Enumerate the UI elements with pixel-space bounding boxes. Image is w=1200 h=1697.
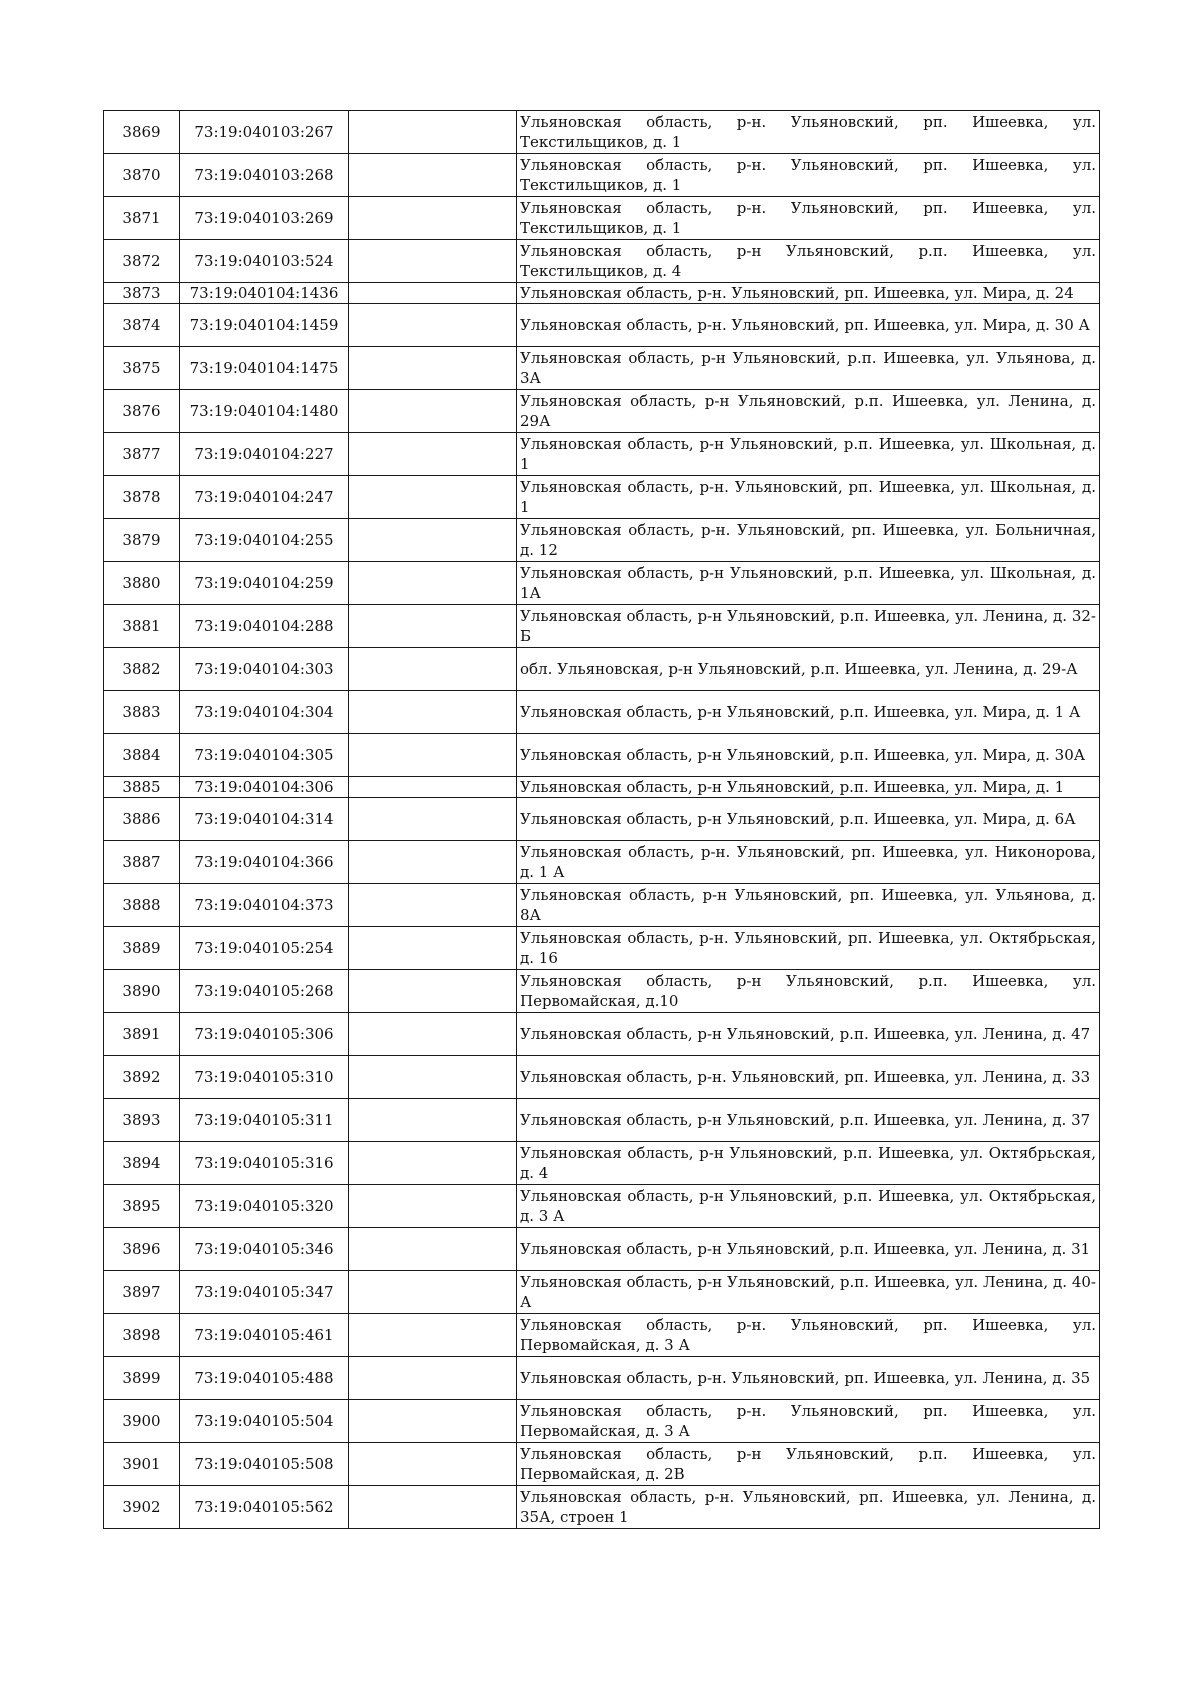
address-cell: Ульяновская область, р-н Ульяновский, р.п. Ишеевка, ул. Мира, д. 6А [517, 798, 1100, 841]
address-cell: Ульяновская область, р-н. Ульяновский, рп. Ишеевка, ул. Октябрьская, д. 16 [517, 927, 1100, 970]
table-row [104, 884, 1100, 927]
empty-cell [349, 970, 517, 1013]
address-cell: Ульяновская область, р-н Ульяновский, р.п. Ишеевка, ул. Школьная, д. 1 [517, 433, 1100, 476]
address-cell: Ульяновская область, р-н Ульяновский, р.п. Ишеевка, ул. Мира, д. 30А [517, 734, 1100, 777]
cadastral-number-cell: 73:19:040104:366 [180, 841, 349, 884]
address-cell: Ульяновская область, р-н. Ульяновский, рп. Ишеевка, ул. Больничная, д. 12 [517, 519, 1100, 562]
table-row [104, 841, 1100, 884]
empty-cell [349, 197, 517, 240]
cadastral-number-cell: 73:19:040105:254 [180, 927, 349, 970]
table-row [104, 1185, 1100, 1228]
cadastral-number-cell: 73:19:040104:314 [180, 798, 349, 841]
empty-cell [349, 1142, 517, 1185]
empty-cell [349, 927, 517, 970]
address-cell: Ульяновская область, р-н. Ульяновский, рп. Ишеевка, ул. Мира, д. 24 [517, 283, 1100, 304]
row-number-cell: 3878 [104, 476, 180, 519]
row-number-cell: 3893 [104, 1099, 180, 1142]
address-cell: Ульяновская область, р-н. Ульяновский, рп. Ишеевка, ул. Мира, д. 30 А [517, 304, 1100, 347]
address-cell: Ульяновская область, р-н. Ульяновский, рп. Ишеевка, ул. Школьная, д. 1 [517, 476, 1100, 519]
address-cell: Ульяновская область, р-н Ульяновский, р.п. Ишеевка, ул. Октябрьская, д. 4 [517, 1142, 1100, 1185]
table-row [104, 777, 1100, 798]
row-number-cell: 3894 [104, 1142, 180, 1185]
table-row [104, 1400, 1100, 1443]
row-number-cell: 3900 [104, 1400, 180, 1443]
row-number-cell: 3873 [104, 283, 180, 304]
table-row [104, 798, 1100, 841]
row-number-cell: 3889 [104, 927, 180, 970]
table-row [104, 1099, 1100, 1142]
table-row [104, 648, 1100, 691]
address-cell: Ульяновская область, р-н. Ульяновский, рп. Ишеевка, ул. Текстильщиков, д. 1 [517, 154, 1100, 197]
empty-cell [349, 1357, 517, 1400]
cadastral-number-cell: 73:19:040104:304 [180, 691, 349, 734]
empty-cell [349, 390, 517, 433]
table-row [104, 1314, 1100, 1357]
empty-cell [349, 519, 517, 562]
row-number-cell: 3881 [104, 605, 180, 648]
row-number-cell: 3886 [104, 798, 180, 841]
row-number-cell: 3869 [104, 111, 180, 154]
cadastral-number-cell: 73:19:040105:504 [180, 1400, 349, 1443]
cadastral-number-cell: 73:19:040105:310 [180, 1056, 349, 1099]
address-cell: Ульяновская область, р-н. Ульяновский, рп. Ишеевка, ул. Первомайская, д. 3 А [517, 1400, 1100, 1443]
table-row [104, 927, 1100, 970]
row-number-cell: 3883 [104, 691, 180, 734]
table-row [104, 240, 1100, 283]
empty-cell [349, 798, 517, 841]
row-number-cell: 3885 [104, 777, 180, 798]
empty-cell [349, 283, 517, 304]
table-row [104, 1357, 1100, 1400]
row-number-cell: 3888 [104, 884, 180, 927]
address-cell: Ульяновская область, р-н Ульяновский, р.п. Ишеевка, ул. Текстильщиков, д. 4 [517, 240, 1100, 283]
address-cell: Ульяновская область, р-н. Ульяновский, рп. Ишеевка, ул. Текстильщиков, д. 1 [517, 197, 1100, 240]
empty-cell [349, 884, 517, 927]
address-cell: обл. Ульяновская, р-н Ульяновский, р.п. Ишеевка, ул. Ленина, д. 29-А [517, 648, 1100, 691]
address-cell: Ульяновская область, р-н Ульяновский, р.п. Ишеевка, ул. Ленина, д. 32- Б [517, 605, 1100, 648]
cadastral-number-cell: 73:19:040105:268 [180, 970, 349, 1013]
empty-cell [349, 1486, 517, 1529]
table-row [104, 691, 1100, 734]
empty-cell [349, 1443, 517, 1486]
address-cell: Ульяновская область, р-н Ульяновский, р.п. Ишеевка, ул. Школьная, д. 1А [517, 562, 1100, 605]
row-number-cell: 3872 [104, 240, 180, 283]
empty-cell [349, 1271, 517, 1314]
cadastral-number-cell: 73:19:040104:303 [180, 648, 349, 691]
cadastral-number-cell: 73:19:040104:1436 [180, 283, 349, 304]
cadastral-number-cell: 73:19:040104:227 [180, 433, 349, 476]
empty-cell [349, 1013, 517, 1056]
cadastral-number-cell: 73:19:040104:288 [180, 605, 349, 648]
table-row [104, 734, 1100, 777]
address-cell: Ульяновская область, р-н Ульяновский, р.п. Ишеевка, ул. Ленина, д. 29А [517, 390, 1100, 433]
empty-cell [349, 240, 517, 283]
address-cell: Ульяновская область, р-н Ульяновский, р.п. Ишеевка, ул. Ленина, д. 37 [517, 1099, 1100, 1142]
address-cell: Ульяновская область, р-н. Ульяновский, рп. Ишеевка, ул. Первомайская, д. 3 А [517, 1314, 1100, 1357]
empty-cell [349, 433, 517, 476]
table-row [104, 1056, 1100, 1099]
table-row [104, 197, 1100, 240]
row-number-cell: 3874 [104, 304, 180, 347]
empty-cell [349, 1056, 517, 1099]
row-number-cell: 3879 [104, 519, 180, 562]
address-cell: Ульяновская область, р-н Ульяновский, рп. Ишеевка, ул. Ульянова, д. 8А [517, 884, 1100, 927]
table-row [104, 1486, 1100, 1529]
cadastral-number-cell: 73:19:040105:562 [180, 1486, 349, 1529]
address-cell: Ульяновская область, р-н Ульяновский, р.п. Ишеевка, ул. Ленина, д. 47 [517, 1013, 1100, 1056]
table-row [104, 1443, 1100, 1486]
row-number-cell: 3876 [104, 390, 180, 433]
cadastral-number-cell: 73:19:040104:306 [180, 777, 349, 798]
empty-cell [349, 648, 517, 691]
table-row [104, 476, 1100, 519]
cadastral-number-cell: 73:19:040105:488 [180, 1357, 349, 1400]
table-row [104, 283, 1100, 304]
table-row [104, 1142, 1100, 1185]
cadastral-number-cell: 73:19:040103:268 [180, 154, 349, 197]
cadastral-number-cell: 73:19:040105:306 [180, 1013, 349, 1056]
empty-cell [349, 691, 517, 734]
row-number-cell: 3890 [104, 970, 180, 1013]
table-row [104, 433, 1100, 476]
cadastral-number-cell: 73:19:040105:508 [180, 1443, 349, 1486]
row-number-cell: 3882 [104, 648, 180, 691]
empty-cell [349, 562, 517, 605]
empty-cell [349, 841, 517, 884]
address-cell: Ульяновская область, р-н. Ульяновский, рп. Ишеевка, ул. Ленина, д. 35А, строен 1 [517, 1486, 1100, 1529]
table-row [104, 111, 1100, 154]
empty-cell [349, 476, 517, 519]
cadastral-register-table [103, 110, 1100, 1529]
cadastral-number-cell: 73:19:040103:267 [180, 111, 349, 154]
empty-cell [349, 1400, 517, 1443]
row-number-cell: 3875 [104, 347, 180, 390]
table-row [104, 390, 1100, 433]
cadastral-number-cell: 73:19:040104:373 [180, 884, 349, 927]
cadastral-number-cell: 73:19:040103:269 [180, 197, 349, 240]
row-number-cell: 3897 [104, 1271, 180, 1314]
register-table-body [104, 111, 1100, 1529]
cadastral-number-cell: 73:19:040105:347 [180, 1271, 349, 1314]
address-cell: Ульяновская область, р-н. Ульяновский, рп. Ишеевка, ул. Ленина, д. 33 [517, 1056, 1100, 1099]
row-number-cell: 3891 [104, 1013, 180, 1056]
row-number-cell: 3898 [104, 1314, 180, 1357]
empty-cell [349, 1185, 517, 1228]
address-cell: Ульяновская область, р-н. Ульяновский, рп. Ишеевка, ул. Текстильщиков, д. 1 [517, 111, 1100, 154]
address-cell: Ульяновская область, р-н Ульяновский, р.п. Ишеевка, ул. Ленина, д. 31 [517, 1228, 1100, 1271]
address-cell: Ульяновская область, р-н Ульяновский, р.п. Ишеевка, ул. Ульянова, д. 3А [517, 347, 1100, 390]
address-cell: Ульяновская область, р-н Ульяновский, р.п. Ишеевка, ул. Октябрьская, д. 3 А [517, 1185, 1100, 1228]
cadastral-number-cell: 73:19:040105:320 [180, 1185, 349, 1228]
table-row [104, 970, 1100, 1013]
row-number-cell: 3902 [104, 1486, 180, 1529]
empty-cell [349, 734, 517, 777]
row-number-cell: 3877 [104, 433, 180, 476]
row-number-cell: 3901 [104, 1443, 180, 1486]
table-row [104, 605, 1100, 648]
table-row [104, 1228, 1100, 1271]
table-row [104, 1013, 1100, 1056]
table-row [104, 562, 1100, 605]
empty-cell [349, 605, 517, 648]
row-number-cell: 3870 [104, 154, 180, 197]
address-cell: Ульяновская область, р-н Ульяновский, р.п. Ишеевка, ул. Первомайская, д.10 [517, 970, 1100, 1013]
row-number-cell: 3887 [104, 841, 180, 884]
empty-cell [349, 304, 517, 347]
row-number-cell: 3892 [104, 1056, 180, 1099]
cadastral-number-cell: 73:19:040104:255 [180, 519, 349, 562]
empty-cell [349, 1314, 517, 1357]
cadastral-number-cell: 73:19:040104:1480 [180, 390, 349, 433]
cadastral-number-cell: 73:19:040105:316 [180, 1142, 349, 1185]
empty-cell [349, 777, 517, 798]
address-cell: Ульяновская область, р-н. Ульяновский, рп. Ишеевка, ул. Ленина, д. 35 [517, 1357, 1100, 1400]
address-cell: Ульяновская область, р-н Ульяновский, р.п. Ишеевка, ул. Первомайская, д. 2В [517, 1443, 1100, 1486]
cadastral-number-cell: 73:19:040104:305 [180, 734, 349, 777]
table-row [104, 347, 1100, 390]
cadastral-number-cell: 73:19:040104:1475 [180, 347, 349, 390]
table-row [104, 154, 1100, 197]
empty-cell [349, 154, 517, 197]
address-cell: Ульяновская область, р-н Ульяновский, р.п. Ишеевка, ул. Мира, д. 1 А [517, 691, 1100, 734]
table-row [104, 1271, 1100, 1314]
row-number-cell: 3895 [104, 1185, 180, 1228]
cadastral-number-cell: 73:19:040105:346 [180, 1228, 349, 1271]
cadastral-number-cell: 73:19:040104:259 [180, 562, 349, 605]
address-cell: Ульяновская область, р-н Ульяновский, р.п. Ишеевка, ул. Мира, д. 1 [517, 777, 1100, 798]
row-number-cell: 3884 [104, 734, 180, 777]
table-row [104, 304, 1100, 347]
empty-cell [349, 347, 517, 390]
row-number-cell: 3896 [104, 1228, 180, 1271]
cadastral-number-cell: 73:19:040105:311 [180, 1099, 349, 1142]
table-row [104, 519, 1100, 562]
address-cell: Ульяновская область, р-н Ульяновский, р.п. Ишеевка, ул. Ленина, д. 40-А [517, 1271, 1100, 1314]
row-number-cell: 3880 [104, 562, 180, 605]
cadastral-number-cell: 73:19:040104:247 [180, 476, 349, 519]
empty-cell [349, 111, 517, 154]
row-number-cell: 3871 [104, 197, 180, 240]
row-number-cell: 3899 [104, 1357, 180, 1400]
cadastral-number-cell: 73:19:040103:524 [180, 240, 349, 283]
empty-cell [349, 1099, 517, 1142]
cadastral-number-cell: 73:19:040105:461 [180, 1314, 349, 1357]
address-cell: Ульяновская область, р-н. Ульяновский, рп. Ишеевка, ул. Никонорова, д. 1 А [517, 841, 1100, 884]
cadastral-number-cell: 73:19:040104:1459 [180, 304, 349, 347]
empty-cell [349, 1228, 517, 1271]
